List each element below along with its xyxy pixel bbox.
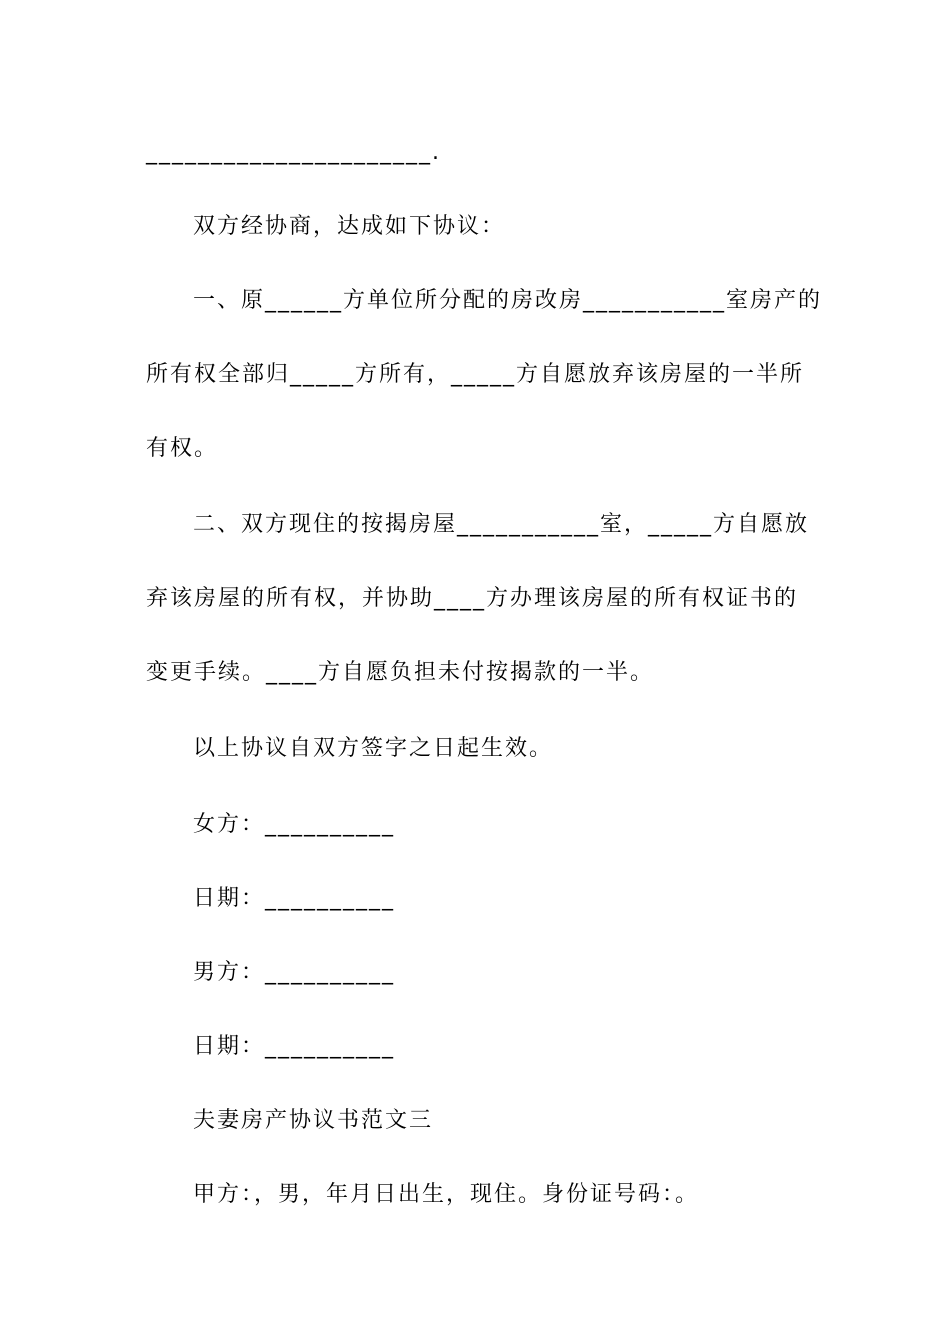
clause-two-line-2: 弃该房屋的所有权，并协助____方办理该房屋的所有权证书的 [146,586,799,611]
husband-date-line: 日期：__________ [193,1034,396,1059]
blank-line-continuation: ______________________. [146,140,441,165]
party-a-info-line: 甲方：，男，年月日出生，现住。身份证号码：。 [193,1182,700,1207]
wife-date-line: 日期：__________ [193,886,396,911]
effective-clause: 以上协议自双方签字之日起生效。 [193,736,554,761]
clause-two-line-3: 变更手续。____方自愿负担未付按揭款的一半。 [146,660,655,685]
section-title-sample-three: 夫妻房产协议书范文三 [193,1108,434,1133]
husband-signature-line: 男方：__________ [193,960,396,985]
clause-one-line-2: 所有权全部归_____方所有，_____方自愿放弃该房屋的一半所 [146,362,805,387]
paragraph-intro: 双方经协商，达成如下协议： [193,214,506,239]
clause-one-line-3: 有权。 [146,436,219,461]
wife-signature-line: 女方：__________ [193,812,396,837]
clause-one-line-1: 一、原______方单位所分配的房改房___________室房产的 [193,288,823,313]
clause-two-line-1: 二、双方现住的按揭房屋___________室，_____方自愿放 [193,512,810,537]
